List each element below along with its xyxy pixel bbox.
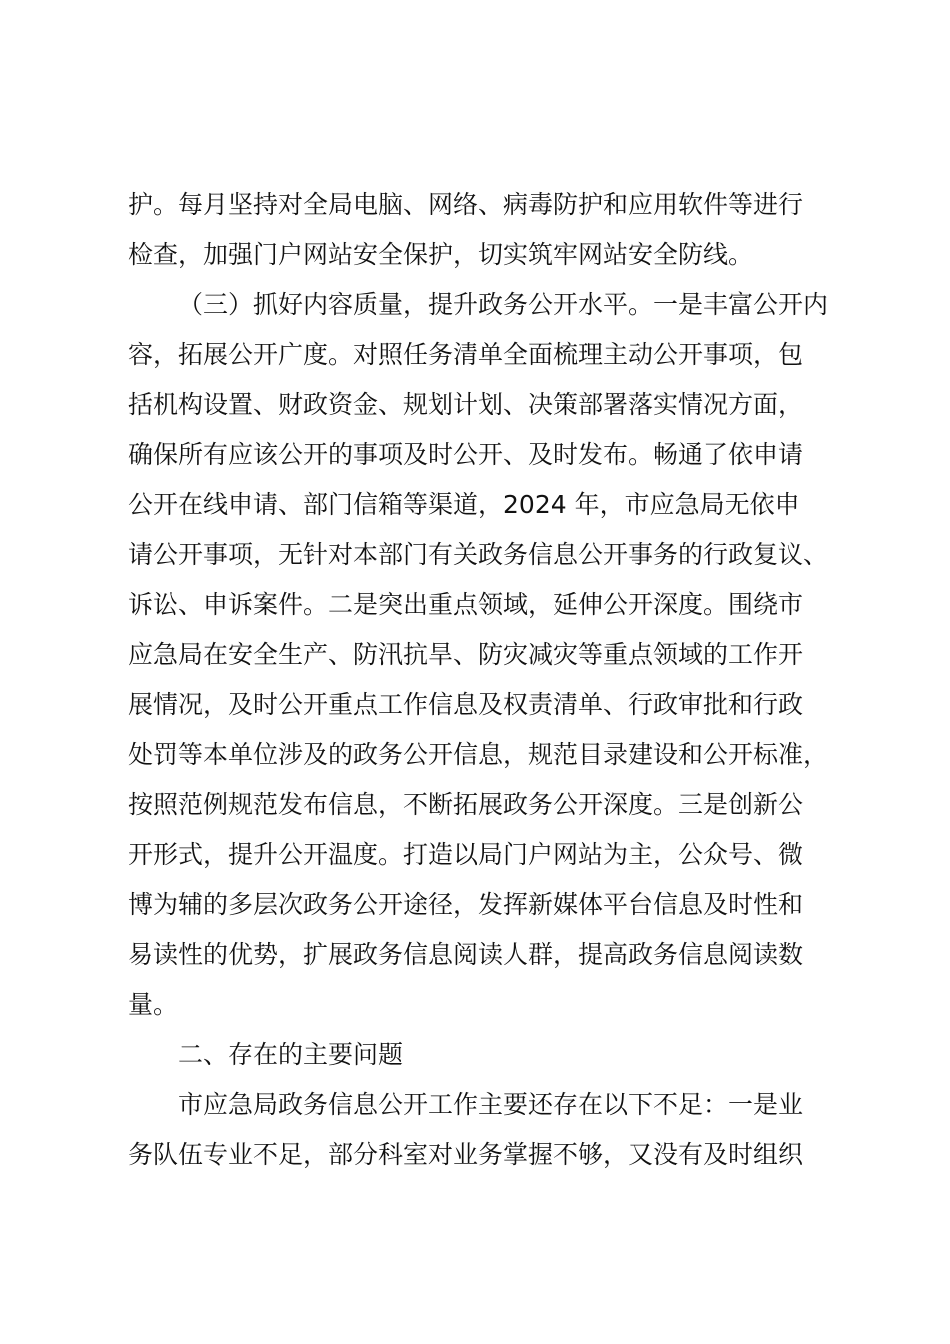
document-body [128, 180, 848, 1180]
text-line: 应急局在安全生产、防汛抗旱、防灾减灾等重点领域的工作开 [128, 640, 804, 669]
text-line: 容，拓展公开广度。对照任务清单全面梳理主动公开事项，包 [128, 340, 804, 369]
text-line: 博为辅的多层次政务公开途径，发挥新媒体平台信息及时性和 [128, 890, 804, 919]
section-three-first-line: （三）抓好内容质量，提升政务公开水平。一是丰富公开内 [178, 290, 829, 319]
paragraph-first-line: 市应急局政务信息公开工作主要还存在以下不足：一是业 [178, 1090, 804, 1119]
text-line: 开形式，提升公开温度。打造以局门户网站为主，公众号、微 [128, 840, 804, 869]
text-line: 处罚等本单位涉及的政务公开信息，规范目录建设和公开标准， [128, 740, 829, 769]
text-line: 请公开事项，无针对本部门有关政务信息公开事务的行政复议、 [128, 540, 829, 569]
text-line: 公开在线申请、部门信箱等渠道，2024 年，市应急局无依申 [128, 490, 800, 519]
text-line: 诉讼、申诉案件。二是突出重点领域，延伸公开深度。围绕市 [128, 590, 804, 619]
text-line: 检查，加强门户网站安全保护，切实筑牢网站安全防线。 [128, 240, 754, 269]
text-line: 护。每月坚持对全局电脑、网络、病毒防护和应用软件等进行 [128, 190, 804, 219]
text-line: 确保所有应该公开的事项及时公开、及时发布。畅通了依申请 [128, 440, 804, 469]
text-line: 量。 [128, 990, 179, 1019]
section-heading: 二、存在的主要问题 [178, 1040, 404, 1069]
text-line: 展情况，及时公开重点工作信息及权责清单、行政审批和行政 [128, 690, 804, 719]
text-line: 务队伍专业不足，部分科室对业务掌握不够，又没有及时组织 [128, 1140, 804, 1169]
text-line: 易读性的优势，扩展政务信息阅读人群，提高政务信息阅读数 [128, 940, 804, 969]
text-line: 括机构设置、财政资金、规划计划、决策部署落实情况方面， [128, 390, 804, 419]
text-line: 按照范例规范发布信息，不断拓展政务公开深度。三是创新公 [128, 790, 804, 819]
